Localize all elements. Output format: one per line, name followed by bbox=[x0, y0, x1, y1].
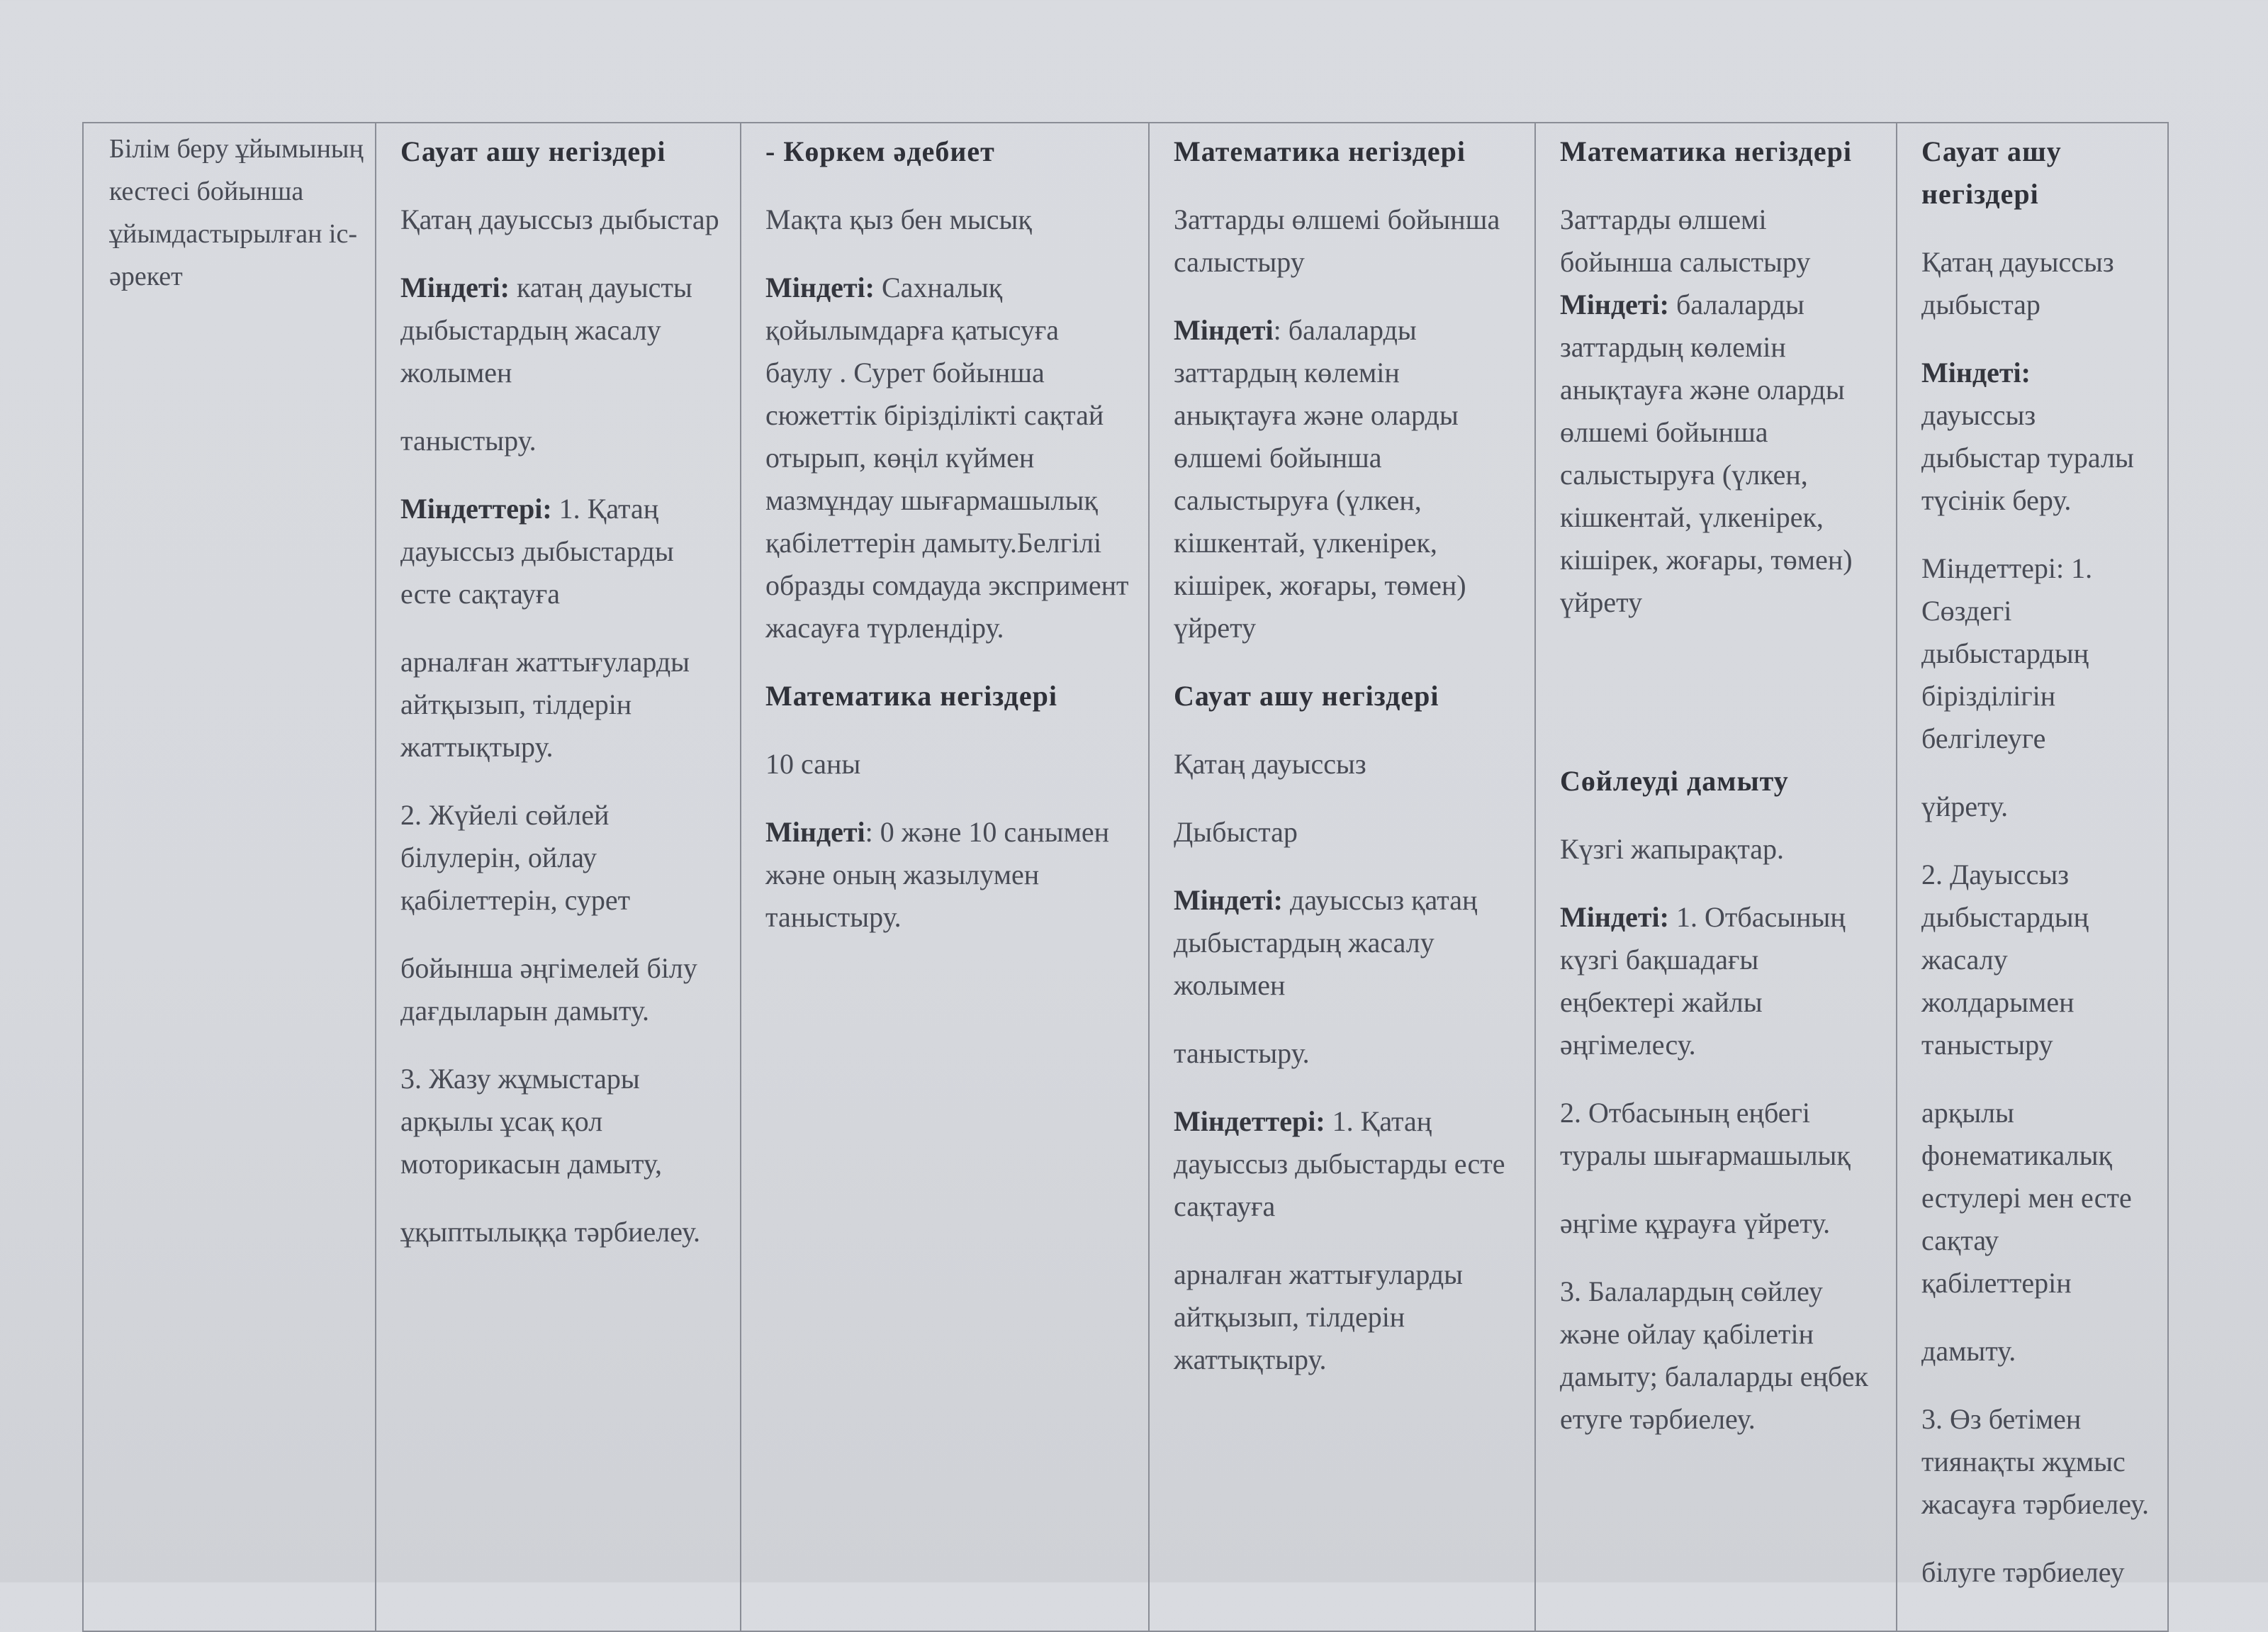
column-3-task bbox=[1174, 309, 1517, 649]
task-label: Міндеті: bbox=[400, 272, 510, 303]
column-1-item-2: 2. Жүйелі сөйлей білулерін, ойлау қабілеттерін, сурет bbox=[400, 799, 631, 916]
column-1-tasks-cont: арналған жаттығуларды айтқызып, тілдерін жаттықтыру. bbox=[400, 646, 690, 763]
column-4-cell bbox=[1535, 123, 1897, 1631]
column-4-heading: Математика негіздері bbox=[1560, 135, 1852, 167]
tasks-text: 1. Қатаң дауыссыз дыбыстарды есте сақтауға bbox=[1174, 1105, 1505, 1222]
table-row bbox=[83, 123, 2168, 1631]
column-2-cell bbox=[741, 123, 1149, 1631]
column-4-item-2-cont: әңгіме құрауға үйрету. bbox=[1560, 1207, 1831, 1239]
task-label: Міндеті: bbox=[1560, 289, 1669, 320]
column-2-heading: - Көркем әдебиет bbox=[765, 135, 995, 167]
column-1-task-cont: таныстыру. bbox=[400, 425, 537, 457]
task-label: Міндеті: bbox=[1560, 901, 1669, 933]
tasks-text: 1. Қатаң дауыссыз дыбыстарды есте сақтауға bbox=[400, 493, 674, 610]
column-1-topic: Қатаң дауыссыз дыбыстар bbox=[400, 203, 719, 235]
column-5-item-2-cont: арқылы фонематикалық естулері мен есте сақтау қабілеттерін bbox=[1921, 1097, 2132, 1299]
column-3-subtask bbox=[1174, 879, 1517, 1007]
column-3-subtasks bbox=[1174, 1100, 1517, 1228]
spacer bbox=[1560, 649, 1879, 734]
column-3-subheading: Сауат ашу негіздері bbox=[1174, 680, 1439, 712]
lesson-plan-table bbox=[82, 122, 2169, 1632]
column-4-item-2: 2. Отбасының еңбегі туралы шығармашылық bbox=[1560, 1097, 1851, 1171]
column-5-item-3: 3. Өз бетімен тиянақты жұмыс жасауға тәрбиелеу. bbox=[1921, 1403, 2149, 1520]
column-1-cell bbox=[376, 123, 741, 1631]
column-3-subtopic-2: Дыбыстар bbox=[1174, 816, 1298, 848]
row-label-cell bbox=[83, 123, 376, 1631]
column-4-subtask bbox=[1560, 896, 1879, 1066]
column-2-topic: Мақта қыз бен мысық bbox=[765, 203, 1032, 235]
column-3-subtasks-cont: арналған жаттығуларды айтқызып, тілдерін жаттықтыру. bbox=[1174, 1258, 1464, 1375]
column-5-tasks: Міндеттері: 1. Сөздегі дыбыстардың бірізділігін белгілеуге bbox=[1921, 552, 2093, 754]
task-label: Міндеті bbox=[765, 816, 865, 848]
column-2-subheading: Математика негіздері bbox=[765, 680, 1057, 712]
task-label: Міндеті bbox=[1174, 314, 1274, 346]
column-3-subtask-cont: таныстыру. bbox=[1174, 1037, 1310, 1069]
task-text: балаларды заттардың көлемін анықтауға және оларды өлшемі бойынша салыстыруға (үлкен, кішкентай, үлкенірек, кішірек, жоғары, төмен) үйрету bbox=[1560, 289, 1853, 618]
task-label: Міндеті: bbox=[1174, 884, 1283, 916]
column-1-item-3-cont: ұқыптылыққа тәрбиелеу. bbox=[400, 1216, 700, 1248]
row-label: Білім беру ұйымының кестесі бойынша ұйымдастырылған іс-әрекет bbox=[109, 134, 364, 291]
column-4-task bbox=[1560, 284, 1879, 624]
column-4-topic: Заттарды өлшемі бойынша салыстыру bbox=[1560, 203, 1811, 278]
column-1-item-2-cont: бойынша әңгімелей білу дағдыларын дамыту. bbox=[400, 952, 697, 1027]
column-5-cell bbox=[1897, 123, 2168, 1631]
column-3-topic: Заттарды өлшемі бойынша салыстыру bbox=[1174, 203, 1500, 278]
tasks-label: Міндеттері: bbox=[400, 493, 552, 525]
column-5-tasks-cont: үйрету. bbox=[1921, 790, 2009, 822]
task-text: : балаларды заттардың көлемін анықтауға және оларды өлшемі бойынша салыстыруға (үлкен, кішкентай, үлкенірек, кішірек, жоғары, төмен) үйрету bbox=[1174, 314, 1466, 644]
task-label: Міндеті: bbox=[1921, 357, 2031, 389]
column-3-subtopic-1: Қатаң дауыссыз bbox=[1174, 748, 1366, 780]
column-1-tasks bbox=[400, 488, 723, 615]
column-3-cell bbox=[1149, 123, 1535, 1631]
column-5-task bbox=[1921, 352, 2150, 522]
column-2-task bbox=[765, 267, 1131, 649]
column-5-heading: Сауат ашу негіздері bbox=[1921, 135, 2062, 210]
task-text: дауыссыз қатаң дыбыстардың жасалу жолымен bbox=[1174, 884, 1478, 1001]
task-text: Сахналық қойылымдарға қатысуға баулу . Сурет бойынша сюжеттік бірізділікті сақтай отырып, көңіл күймен мазмұндау шығармашылық қабілеттерін дамыту.Белгілі образды сомдауда экспримент жасауға түрлендіру. bbox=[765, 272, 1129, 644]
column-3-heading: Математика негіздері bbox=[1174, 135, 1466, 167]
column-5-item-3-cont: білуге тәрбиелеу bbox=[1921, 1556, 2125, 1588]
column-2-subtask bbox=[765, 811, 1131, 939]
task-label: Міндеті: bbox=[765, 272, 875, 303]
column-1-item-3: 3. Жазу жұмыстары арқылы ұсақ қол моторикасын дамыту, bbox=[400, 1063, 663, 1180]
task-text: : 0 және 10 санымен және оның жазылумен таныстыру. bbox=[765, 816, 1110, 933]
column-1-heading: Сауат ашу негіздері bbox=[400, 135, 666, 167]
column-5-topic: Қатаң дауыссыз дыбыстар bbox=[1921, 246, 2114, 320]
task-text: 1. Отбасының күзгі бақшадағы еңбектері жайлы әңгімелесу. bbox=[1560, 901, 1846, 1061]
column-1-task bbox=[400, 267, 723, 394]
task-text: катаң дауысты дыбыстардың жасалу жолымен bbox=[400, 272, 692, 389]
column-4-subheading: Сөйлеуді дамыту bbox=[1560, 765, 1789, 797]
column-5-item-2: 2. Дауыссыз дыбыстардың жасалу жолдарымен таныстыру bbox=[1921, 859, 2089, 1061]
column-4-item-3: 3. Балалардың сөйлеу және ойлау қабілетін дамыту; балаларды еңбек етуге тәрбиелеу. bbox=[1560, 1275, 1868, 1435]
column-2-subtopic: 10 саны bbox=[765, 748, 861, 780]
column-5-item-2-cont2: дамыту. bbox=[1921, 1335, 2016, 1367]
tasks-label: Міндеттері: bbox=[1174, 1105, 1325, 1137]
task-text: дауыссыз дыбыстар туралы түсінік беру. bbox=[1921, 399, 2134, 516]
column-4-subtopic: Күзгі жапырақтар. bbox=[1560, 833, 1785, 865]
